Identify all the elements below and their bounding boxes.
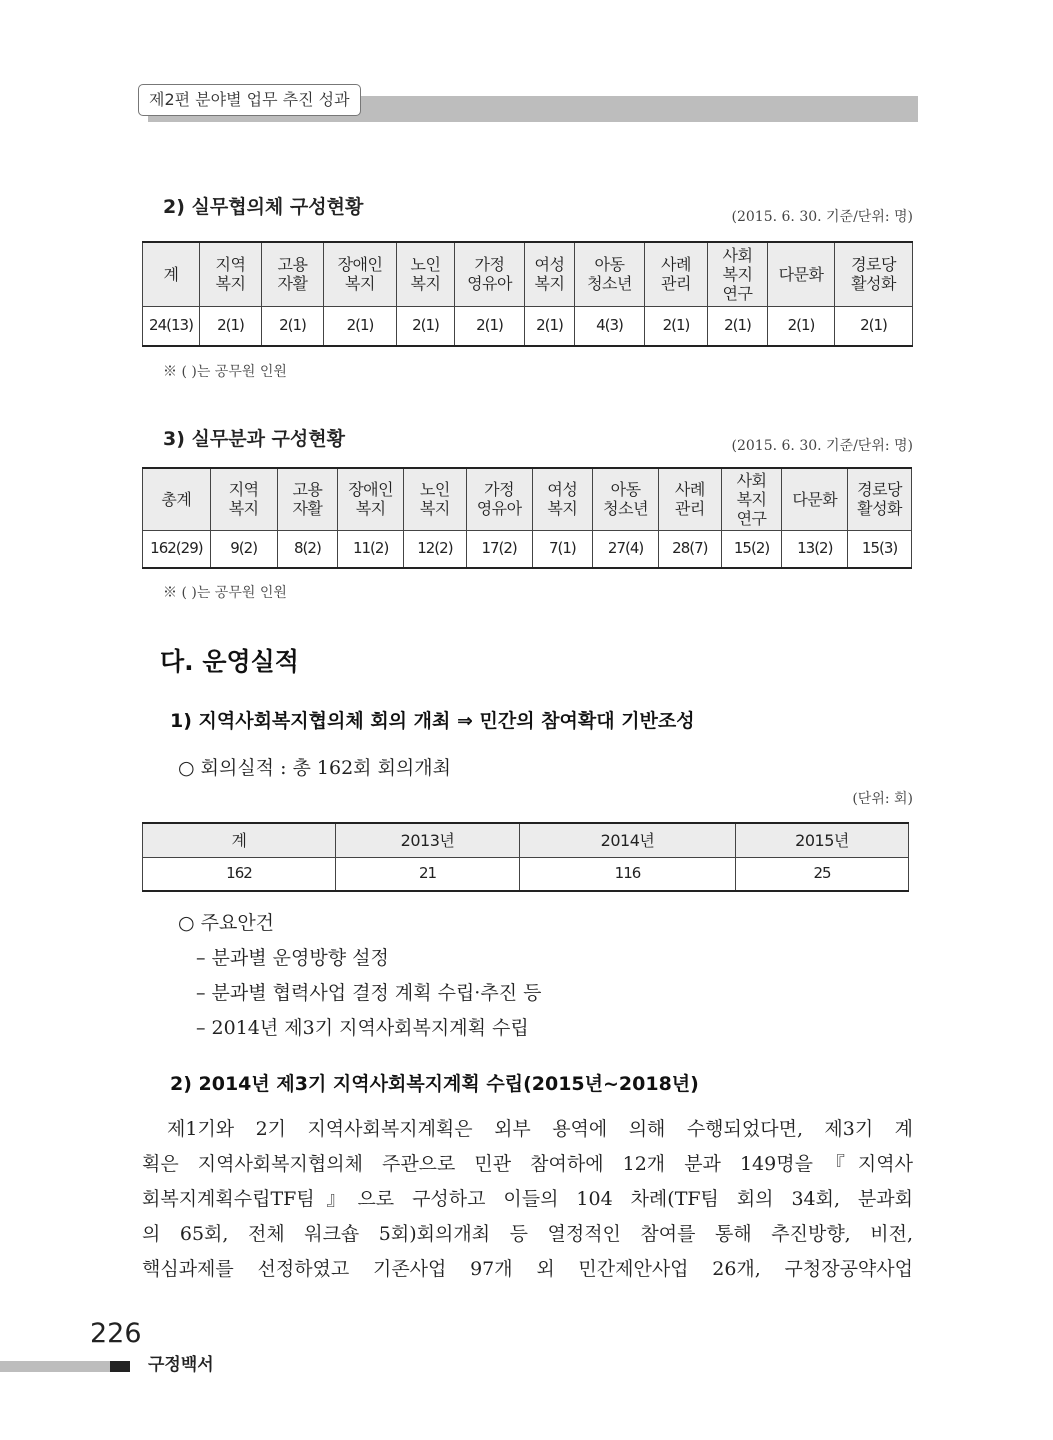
- footer-bar: [0, 1361, 110, 1372]
- table-cell: 2(1): [708, 306, 768, 346]
- table-cell: 24(13): [143, 306, 200, 346]
- table-cell: 2(1): [262, 306, 324, 346]
- meeting-summary: ○ 회의실적 : 총 162회 회의개최: [178, 757, 451, 779]
- footer-bar-accent: [110, 1361, 130, 1372]
- table-header-cell: 장애인 복지: [338, 468, 404, 530]
- agenda-item: – 분과별 운영방향 설정: [196, 947, 389, 969]
- table-cell: 2(1): [200, 306, 262, 346]
- committee-table: [142, 241, 913, 347]
- table-cell: 27(4): [593, 530, 659, 568]
- table-header-cell: 다문화: [768, 242, 835, 306]
- table-header-row: [143, 242, 913, 306]
- table-header-cell: 노인 복지: [397, 242, 455, 306]
- table-cell: 15(3): [848, 530, 912, 568]
- section3-title: 3) 실무분과 구성현황: [163, 428, 345, 450]
- table-header-cell: 아동 청소년: [593, 468, 659, 530]
- page-number: 226: [90, 1318, 142, 1349]
- table-cell: 8(2): [277, 530, 338, 568]
- table-header-cell: 지역 복지: [200, 242, 262, 306]
- section2-title: 2) 실무협의체 구성현황: [163, 196, 364, 218]
- section3-note: ※ ( )는 공무원 인원: [163, 585, 287, 601]
- table-header-cell: 장애인 복지: [324, 242, 397, 306]
- table-cell: 116: [520, 857, 736, 891]
- table-header-cell: 지역 복지: [210, 468, 277, 530]
- table-header-cell: 총계: [143, 468, 211, 530]
- table-row: [143, 306, 913, 346]
- table-header-cell: 경로당 활성화: [835, 242, 913, 306]
- table-cell: 2(1): [645, 306, 708, 346]
- table-header-cell: 고용 자활: [277, 468, 338, 530]
- table-header-cell: 경로당 활성화: [848, 468, 912, 530]
- subcommittee-table: [142, 467, 912, 569]
- paragraph-line: 의 65회, 전체 워크숍 5회)회의개최 등 열정적인 참여를 통해 추진방향, 비전,: [142, 1223, 913, 1245]
- table-cell: 4(3): [575, 306, 645, 346]
- agenda-item: – 2014년 제3기 지역사회복지계획 수립: [196, 1017, 529, 1039]
- table-header-cell: 사회 복지 연구: [708, 242, 768, 306]
- table-header-cell: 노인 복지: [404, 468, 467, 530]
- plan-subtitle: 2) 2014년 제3기 지역사회복지계획 수립(2015년~2018년): [170, 1073, 699, 1095]
- table-header-cell: 고용 자활: [262, 242, 324, 306]
- table-header-cell: 아동 청소년: [575, 242, 645, 306]
- paragraph-line: 회복지계획수립TF팀』으로 구성하고 이들의 104 차례(TF팀 회의 34회, 분과회: [142, 1188, 913, 1210]
- chapter-label: 제2편 분야별 업무 추진 성과: [138, 84, 361, 116]
- table-cell: 162: [143, 857, 336, 891]
- meeting-unit: (단위: 회): [852, 791, 913, 807]
- paragraph-line: 제1기와 2기 지역사회복지계획은 외부 용역에 의해 수행되었다면, 제3기 계: [167, 1118, 913, 1140]
- table-header-cell: 계: [143, 823, 336, 857]
- operations-title: 다. 운영실적: [160, 647, 299, 676]
- table-cell: 2(1): [324, 306, 397, 346]
- table-cell: 7(1): [532, 530, 593, 568]
- table-cell: 2(1): [835, 306, 913, 346]
- agenda-title: ○ 주요안건: [178, 912, 275, 934]
- table-header-cell: 2014년: [520, 823, 736, 857]
- table-header-cell: 사례 관리: [658, 468, 721, 530]
- table-header-cell: 2013년: [336, 823, 520, 857]
- table-header-cell: 계: [143, 242, 200, 306]
- paragraph-line: 획은 지역사회복지협의체 주관으로 민관 참여하에 12개 분과 149명을『지역사: [142, 1153, 913, 1175]
- table-header-cell: 가정 영유아: [455, 242, 525, 306]
- section3-unit: (2015. 6. 30. 기준/단위: 명): [731, 438, 913, 454]
- section2-note: ※ ( )는 공무원 인원: [163, 364, 287, 380]
- table-cell: 2(1): [455, 306, 525, 346]
- table-header-cell: 다문화: [782, 468, 848, 530]
- meeting-subtitle: 1) 지역사회복지협의체 회의 개최 ⇒ 민간의 참여확대 기반조성: [170, 710, 695, 732]
- table-cell: 21: [336, 857, 520, 891]
- table-cell: 2(1): [768, 306, 835, 346]
- table-cell: 12(2): [404, 530, 467, 568]
- table-header-cell: 사례 관리: [645, 242, 708, 306]
- table-row: [143, 530, 912, 568]
- table-cell: 28(7): [658, 530, 721, 568]
- table-cell: 11(2): [338, 530, 404, 568]
- table-cell: 25: [736, 857, 909, 891]
- table-row: [143, 857, 909, 891]
- meeting-table: [142, 822, 909, 892]
- table-header-cell: 가정 영유아: [466, 468, 532, 530]
- table-header-cell: 여성 복지: [525, 242, 575, 306]
- book-title: 구정백서: [148, 1355, 214, 1375]
- table-cell: 2(1): [525, 306, 575, 346]
- table-cell: 13(2): [782, 530, 848, 568]
- section2-unit: (2015. 6. 30. 기준/단위: 명): [731, 209, 913, 225]
- table-header-row: [143, 823, 909, 857]
- paragraph-line: 핵심과제를 선정하였고 기존사업 97개 외 민간제안사업 26개, 구청장공약사업: [142, 1258, 913, 1280]
- table-cell: 17(2): [466, 530, 532, 568]
- table-header-row: [143, 468, 912, 530]
- table-header-cell: 2015년: [736, 823, 909, 857]
- table-header-cell: 여성 복지: [532, 468, 593, 530]
- agenda-item: – 분과별 협력사업 결정 계획 수립·추진 등: [196, 982, 542, 1004]
- table-header-cell: 사회 복지 연구: [721, 468, 782, 530]
- table-cell: 2(1): [397, 306, 455, 346]
- table-cell: 15(2): [721, 530, 782, 568]
- table-cell: 162(29): [143, 530, 211, 568]
- table-cell: 9(2): [210, 530, 277, 568]
